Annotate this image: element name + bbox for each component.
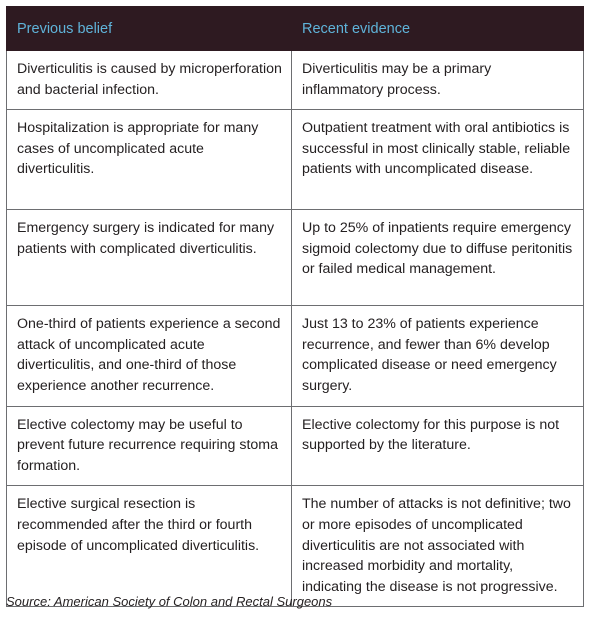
cell-previous-belief: Hospitalization is appropriate for many cases of uncomplicated acute diverticulitis. bbox=[7, 110, 292, 210]
cell-recent-evidence: The number of attacks is not definitive; two or more episodes of uncomplicated diverticulitis are not associated with increased morbidity and mortality, indicating the disease is not progressive. bbox=[292, 486, 584, 607]
cell-recent-evidence: Just 13 to 23% of patients experience recurrence, and fewer than 6% develop complicated disease or need emergency surgery. bbox=[292, 306, 584, 406]
cell-recent-evidence: Up to 25% of inpatients require emergency sigmoid colectomy due to diffuse peritonitis or failed medical management. bbox=[292, 210, 584, 306]
table-row bbox=[7, 406, 584, 486]
table-row bbox=[7, 306, 584, 406]
header-row bbox=[7, 7, 584, 51]
cell-previous-belief: Elective surgical resection is recommended after the third or fourth episode of uncomplicated diverticulitis. bbox=[7, 486, 292, 607]
comparison-table bbox=[6, 6, 584, 607]
cell-previous-belief: One-third of patients experience a second attack of uncomplicated acute diverticulitis, and one-third of those experience another recurrence. bbox=[7, 306, 292, 406]
cell-recent-evidence: Diverticulitis may be a primary inflammatory process. bbox=[292, 51, 584, 110]
table-body bbox=[7, 51, 584, 607]
table-row bbox=[7, 110, 584, 210]
cell-recent-evidence: Elective colectomy for this purpose is not supported by the literature. bbox=[292, 406, 584, 486]
header-recent-evidence: Recent evidence bbox=[292, 7, 584, 51]
cell-previous-belief: Emergency surgery is indicated for many patients with complicated diverticulitis. bbox=[7, 210, 292, 306]
table-row bbox=[7, 51, 584, 110]
table-row bbox=[7, 486, 584, 607]
source-caption: Source: American Society of Colon and Rectal Surgeons bbox=[6, 594, 333, 609]
cell-recent-evidence: Outpatient treatment with oral antibiotics is successful in most clinically stable, reliable patients with uncomplicated disease. bbox=[292, 110, 584, 210]
header-previous-belief: Previous belief bbox=[7, 7, 292, 51]
table-row bbox=[7, 210, 584, 306]
cell-previous-belief: Elective colectomy may be useful to prevent future recurrence requiring stoma formation. bbox=[7, 406, 292, 486]
cell-previous-belief: Diverticulitis is caused by microperforation and bacterial infection. bbox=[7, 51, 292, 110]
table-header bbox=[7, 7, 584, 51]
